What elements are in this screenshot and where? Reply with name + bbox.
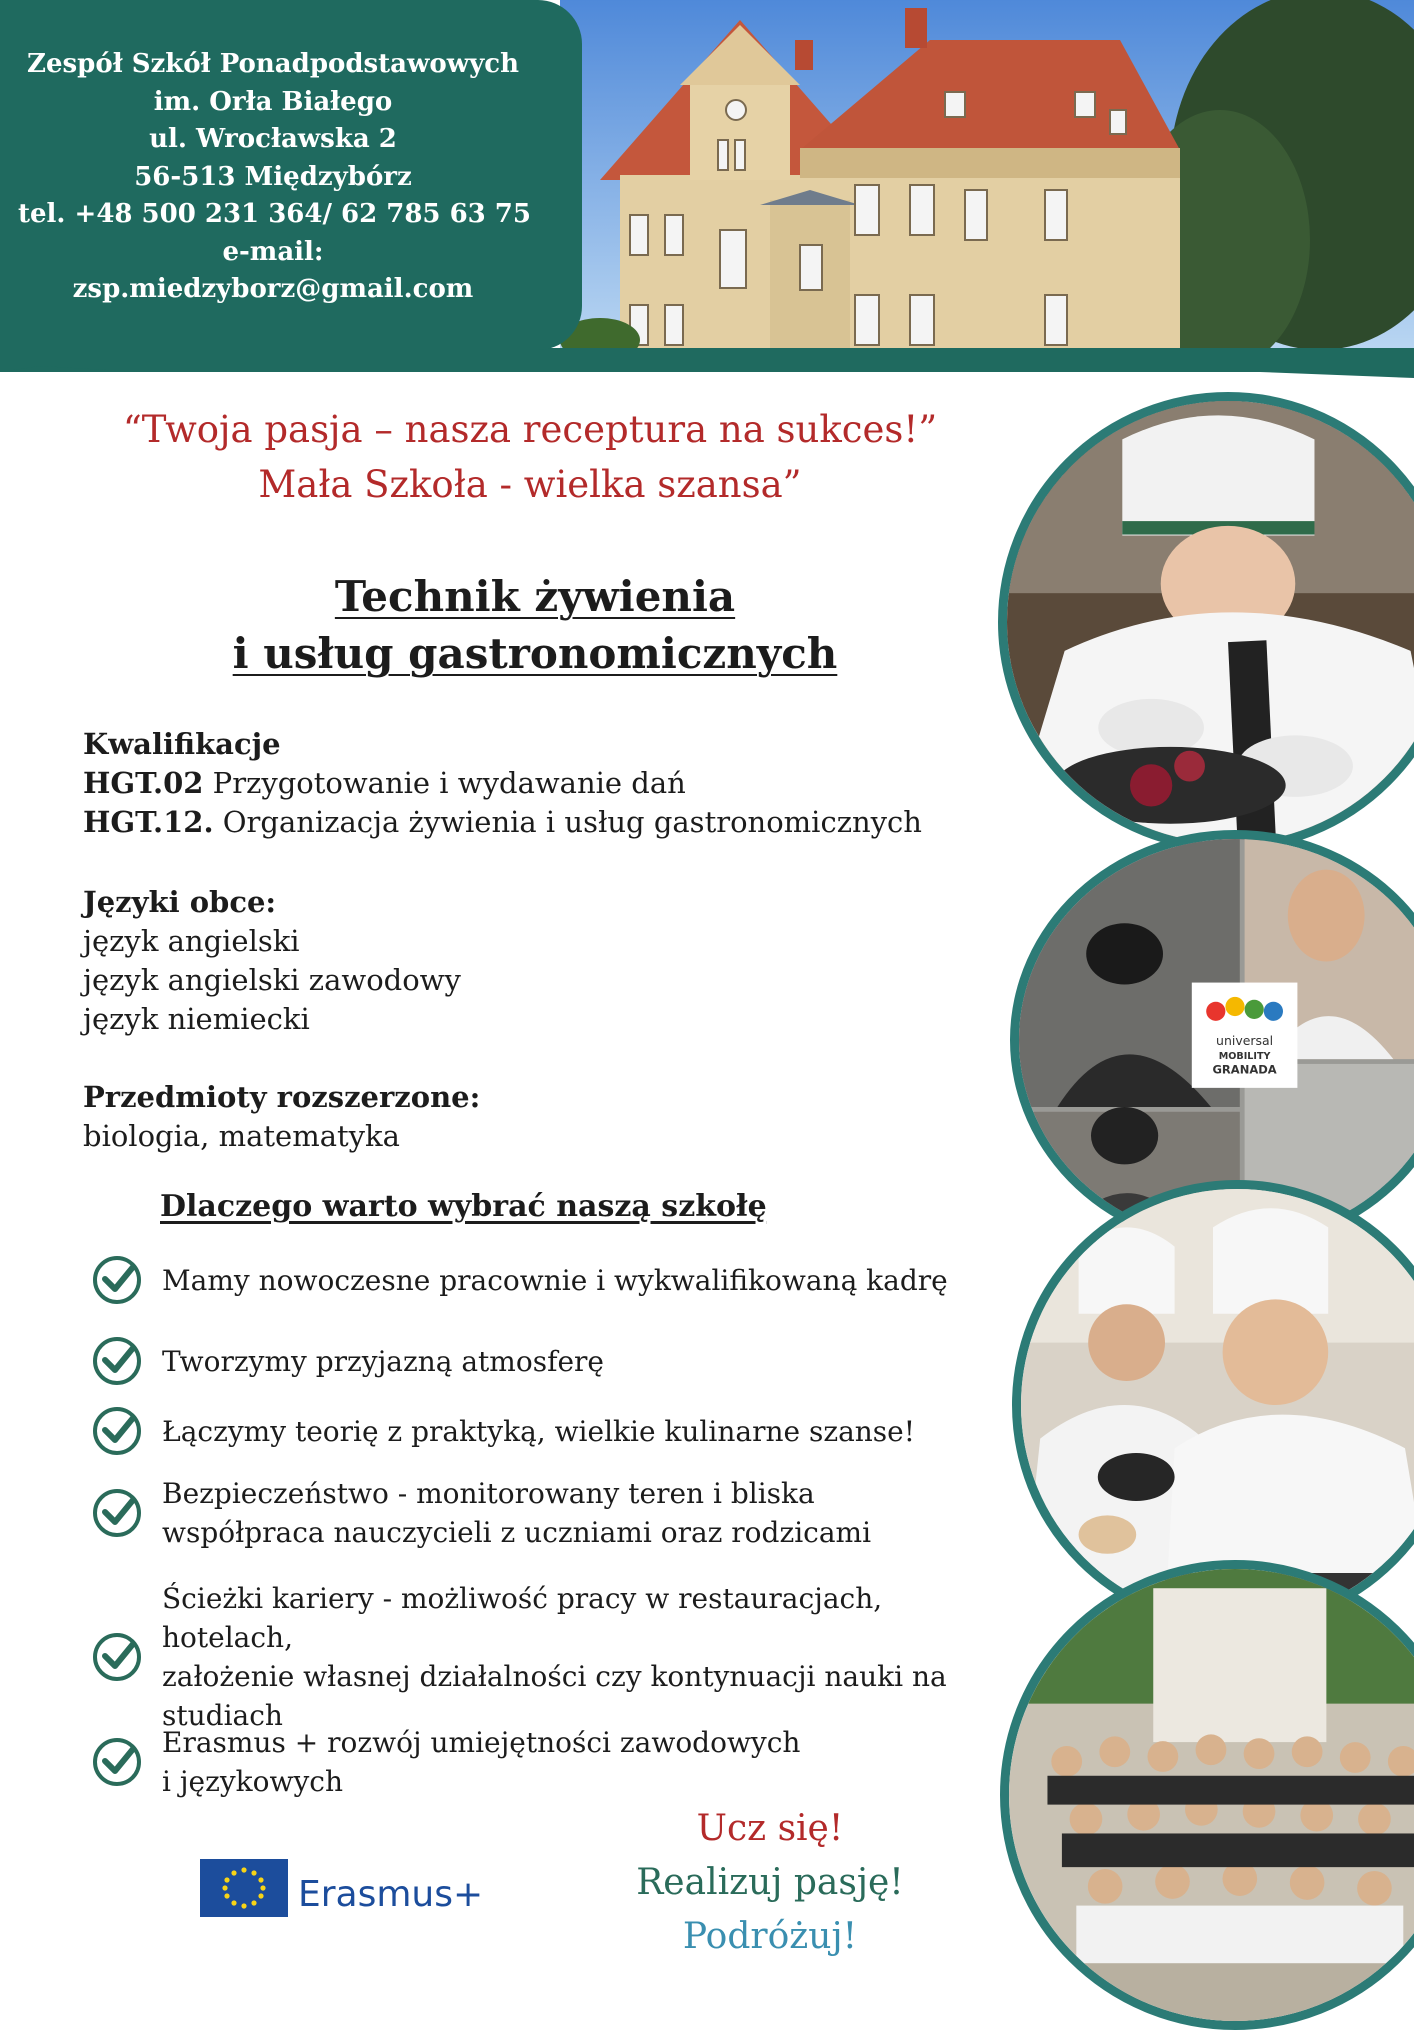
reason-item xyxy=(90,1474,1010,1552)
subjects-heading: Przedmioty rozszerzone: xyxy=(83,1080,481,1114)
qualification-item: HGT.02 Przygotowanie i wydawanie dań xyxy=(83,766,686,800)
qualification-item: HGT.12. Organizacja żywienia i usług gastronomicznych xyxy=(83,805,922,839)
school-street: ul. Wrocławska 2 xyxy=(149,124,397,154)
motto-learn: Ucz się! xyxy=(696,1808,844,1849)
badge-granada: GRANADA xyxy=(1212,1062,1277,1077)
reason-item xyxy=(90,1404,1010,1458)
badge-mobility: MOBILITY xyxy=(1218,1051,1271,1063)
check-circle-icon xyxy=(90,1253,144,1307)
reason-text: założenie własnej działalności czy kontynuacji nauki na xyxy=(162,1660,947,1693)
language-item: język angielski xyxy=(83,924,300,958)
qualifications-section xyxy=(83,725,922,842)
chef-plating-photo xyxy=(998,392,1414,852)
check-circle-icon xyxy=(90,1334,144,1388)
reason-text: Mamy nowoczesne pracownie i wykwalifikowaną kadrę xyxy=(162,1263,948,1297)
subjects-text: biologia, matematyka xyxy=(83,1119,400,1153)
slogan xyxy=(120,402,940,512)
erasmus-plus-logo xyxy=(198,1854,508,1924)
school-email: zsp.miedzyborz@gmail.com xyxy=(72,274,474,304)
reason-item xyxy=(90,1253,1010,1307)
slogan-line-2: Mała Szkoła - wielka szansa” xyxy=(258,463,802,506)
title-line-1: Technik żywienia xyxy=(334,572,736,621)
languages-section xyxy=(83,883,461,1039)
check-circle-icon xyxy=(90,1486,144,1540)
slogan-line-1: “Twoja pasja – nasza receptura na sukces!” xyxy=(122,408,938,451)
language-item: język niemiecki xyxy=(83,1002,310,1036)
motto xyxy=(620,1802,920,1964)
qualifications-heading: Kwalifikacje xyxy=(83,727,281,761)
reason-item xyxy=(90,1723,1010,1801)
reason-text: Erasmus + rozwój umiejętności zawodowych xyxy=(162,1726,801,1759)
page-title xyxy=(150,568,920,682)
email-label: e-mail: xyxy=(222,236,324,267)
school-name: Zespół Szkół Ponadpodstawowych xyxy=(27,49,519,79)
erasmus-label: Erasmus+ xyxy=(298,1874,484,1915)
reason-text: Tworzymy przyjazną atmosferę xyxy=(162,1344,604,1378)
reason-text: Łączymy teorię z praktyką, wielkie kulinarne szanse! xyxy=(162,1414,915,1448)
reason-text: Bezpieczeństwo - monitorowany teren i bliska xyxy=(162,1477,815,1510)
reason-text: współpraca nauczycieli z uczniami oraz rodzicami xyxy=(162,1516,872,1549)
check-circle-icon xyxy=(90,1735,144,1789)
check-circle-icon xyxy=(90,1404,144,1458)
languages-heading: Języki obce: xyxy=(83,885,277,919)
motto-passion: Realizuj pasję! xyxy=(636,1862,904,1903)
reason-item xyxy=(90,1579,1010,1735)
why-heading: Dlaczego warto wybrać naszą szkołę xyxy=(160,1189,767,1224)
reason-text: Ścieżki kariery - możliwość pracy w restauracjach, hotelach, xyxy=(162,1582,883,1654)
motto-travel: Podróżuj! xyxy=(682,1916,858,1957)
reason-text: i językowych xyxy=(162,1765,344,1798)
reason-item xyxy=(90,1334,1010,1388)
language-item: język angielski zawodowy xyxy=(83,963,461,997)
erasmus-group-photo xyxy=(1000,1560,1414,2030)
school-contact-info xyxy=(18,46,531,309)
title-line-2: i usług gastronomicznych xyxy=(232,629,838,678)
check-circle-icon xyxy=(90,1630,144,1684)
subjects-section xyxy=(83,1078,480,1156)
school-phone: tel. +48 500 231 364/ 62 785 63 75 xyxy=(18,199,531,229)
badge-universal: universal xyxy=(1216,1032,1274,1048)
school-patron: im. Orła Białego xyxy=(153,86,393,117)
school-city: 56-513 Międzybórz xyxy=(134,161,412,192)
reason-text: studiach xyxy=(162,1699,283,1732)
